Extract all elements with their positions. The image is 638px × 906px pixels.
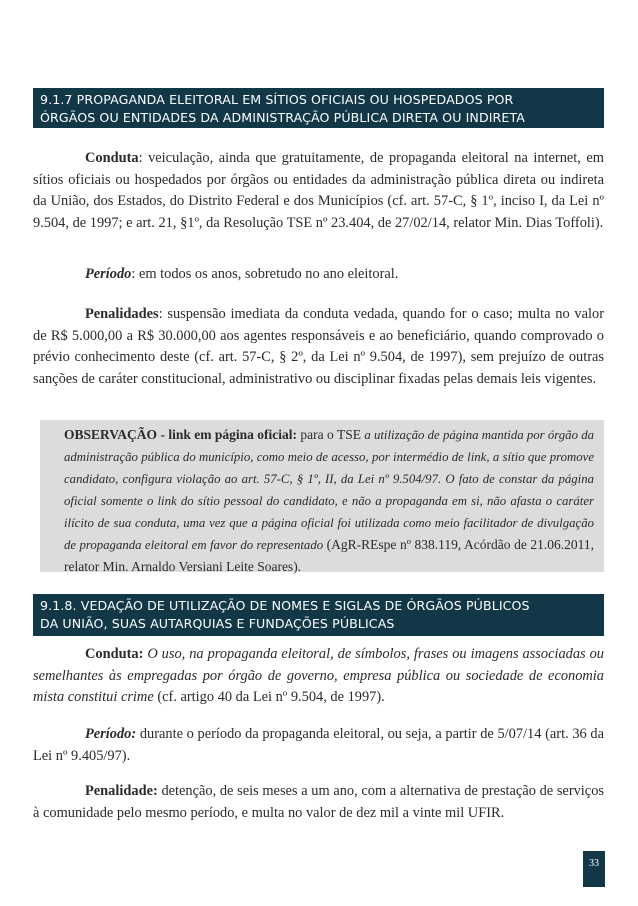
page-number: 33 [583,851,605,887]
periodo-text: : em todos os anos, sobretudo no ano eleitoral. [131,266,399,282]
periodo-label: Período [85,266,132,282]
penalidade-paragraph-2 [33,781,604,824]
periodo-label-2: Período: [85,726,137,742]
observation-box [40,420,604,572]
section-heading-line: 9.1.8. VEDAÇÃO DE UTILIZAÇÃO DE NOMES E SIGLAS DE ÓRGÃOS PÚBLICOS [40,598,530,613]
periodo-text-2: durante o período da propaganda eleitoral, ou seja, a partir de 5/07/14 (art. 36 da Lei nº 9.405/97). [33,726,604,764]
section-heading-line: ÓRGÃOS OU ENTIDADES DA ADMINISTRAÇÃO PÚBLICA DIRETA OU INDIRETA [40,109,525,125]
conduta-text: : veiculação, ainda que gratuitamente, de propaganda eleitoral na internet, em sítios oficiais ou hospedados por órgãos ou entidades da administração pública direta ou indireta da União, dos Estados, do Distrito Federal e dos Municípios (cf. art. 57-C, § 1º, inciso I, da Lei nº 9.504, de 1997; e art. 21, §1º, da Resolução TSE nº 23.404, de 27/02/14, relator Min. Dias Toffoli). [33,150,604,231]
observation-quote: a utilização de página mantida por órgão da administração pública do município, como meio de acesso, por intermédio de link, a sítio que promove candidato, configura violação ao art. 57-C, § 1º, II, da Lei nº 9.504/97. O fato de constar da página oficial somente o link do sítio pessoal do candidato, e não a propaganda em si, não afasta o caráter ilícito de sua conduta, uma vez que a página oficial foi utilizada como meio facilitador de divulgação de propaganda eleitoral em favor do representado [64,428,594,552]
penalidades-label: Penalidades [85,306,159,322]
observation-citation: (AgR-REspe nº 838.119, Acórdão de 21.06.2011, relator Min. Arnaldo Versiani Leite Soares). [64,537,594,574]
observation-intro: para o TSE [297,427,365,442]
conduta-label-2: Conduta: [85,646,144,662]
section-heading-line: 9.1.7 PROPAGANDA ELEITORAL EM SÍTIOS OFICIAIS OU HOSPEDADOS POR [40,92,514,107]
conduta-paragraph-2 [33,644,604,709]
conduta-paragraph [33,148,604,234]
conduta-label: Conduta [85,150,139,166]
periodo-paragraph-2 [33,724,604,767]
observation-label: OBSERVAÇÃO - link em página oficial: [64,427,298,442]
penalidade-text-2: detenção, de seis meses a um ano, com a alternativa de prestação de serviços à comunidade pelo mesmo período, e multa no valor de dez mil a vinte mil UFIR. [33,783,604,821]
conduta-quote-2: O uso, na propaganda eleitoral, de símbolos, frases ou imagens associadas ou semelhantes às empregadas por órgão de governo, empresa pública ou sociedade de economia mista constitui crime [33,646,604,705]
penalidade-label-2: Penalidade: [85,783,158,799]
conduta-tail-2: (cf. artigo 40 da Lei nº 9.504, de 1997). [153,689,385,705]
section-heading-line: DA UNIÃO, SUAS AUTARQUIAS E FUNDAÇÕES PÚBLICAS [40,615,395,631]
penalidades-paragraph [33,304,604,390]
section-heading-9-1-7 [33,88,604,128]
section-heading-9-1-8 [33,594,604,636]
penalidades-text: : suspensão imediata da conduta vedada, quando for o caso; multa no valor de R$ 5.000,00 a R$ 30.000,00 aos agentes responsáveis e ao beneficiário, quando comprovado o prévio conhecimento deste (cf. art. 57-C, § 2º, da Lei nº 9.504, de 1997), sem prejuízo de outras sanções de caráter constitucional, administrativo ou disciplinar fixadas pelas demais leis vigentes. [33,306,604,387]
periodo-paragraph [33,264,604,286]
